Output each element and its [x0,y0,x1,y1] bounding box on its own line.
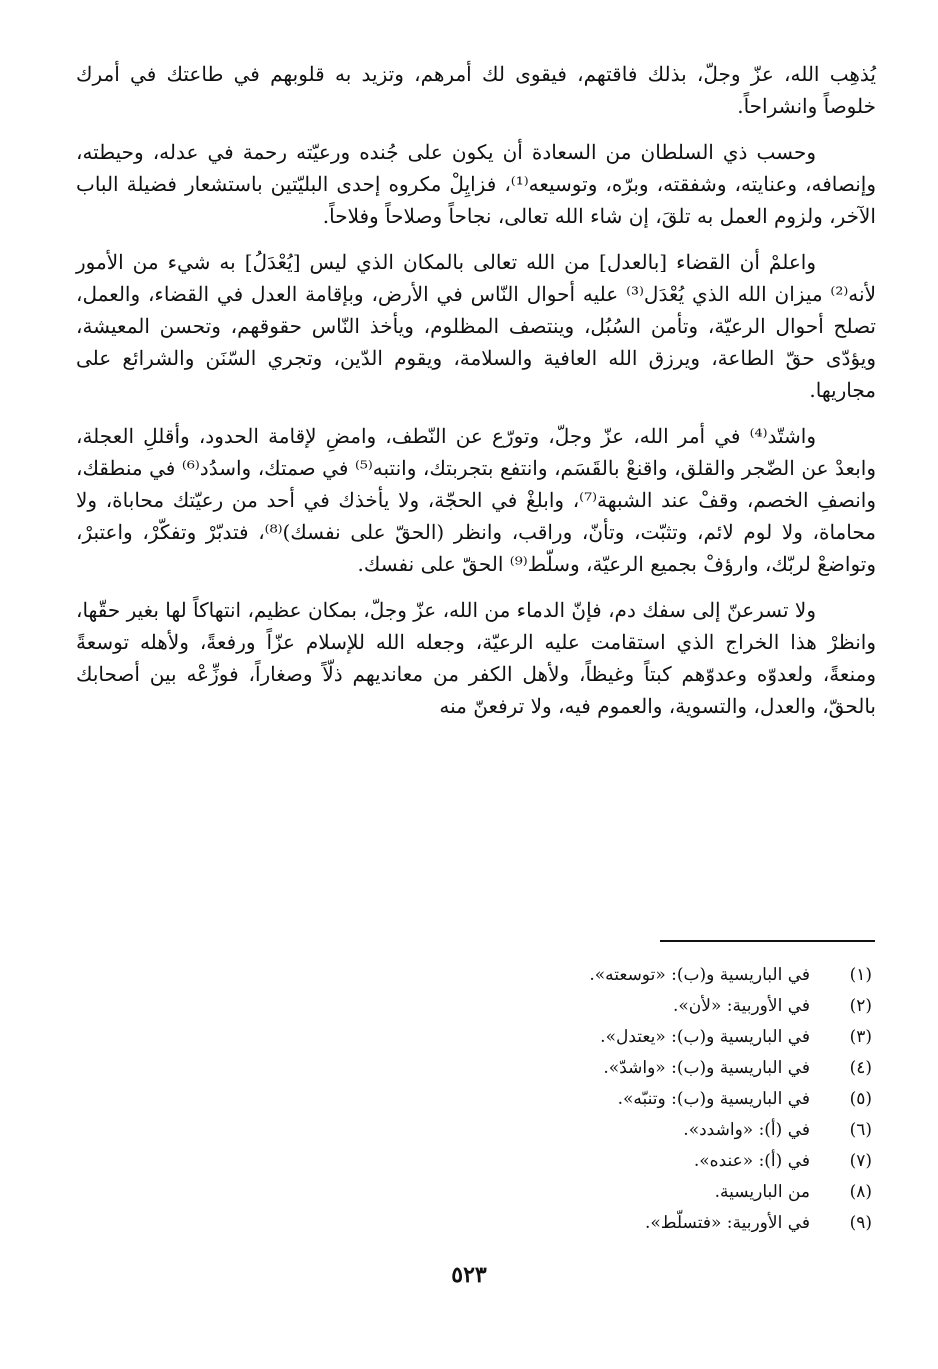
footnote [172,1084,872,1115]
footnote-number: (٢) [849,996,872,1016]
paragraph-3: واعلمْ أن القضاء [بالعدل] من الله تعالى بالمكان الذي ليس [يُعْدَلُ] به شيء من الأمور لأنه⁽²⁾ ميزان الله الذي يُعْدَل⁽³⁾ عليه أحوال النّاس في الأرض، وبإقامة العدل في القضاء، والعمل، تصلح أحوال الرعيّة، وتأمن السُبُل، وينتصف المظلوم، ويأخذ النّاس حقوقهم، وتحسن المعيشة، ويؤدّى حقّ الطاعة، ويرزق الله العافية والسلامة، ويقوم الدّين، وتجري السّنَن والشرائع على مجاريها. [76,250,876,402]
footnote [172,1146,872,1177]
footnote [172,1115,872,1146]
footnote-number: (٣) [849,1027,872,1047]
footnote-text: في الباريسية و(ب): «واشدّ». [603,1058,810,1078]
main-text [76,58,876,736]
paragraph-4: واشتّد⁽⁴⁾ في أمر الله، عزّ وجلّ، وتورّع عن النّطف، وامضِ لإقامة الحدود، وأقللِ العجلة، وابعدْ عن الضّجر والقلق، واقنعْ بالقَسَم، وانتفع بتجربتك، وانتبه⁽⁵⁾ في صمتك، واسدُد⁽⁶⁾ في منطقك، وانصفِ الخصم، وقفْ عند الشبهة⁽⁷⁾، وابلغْ في الحجّة، ولا يأخذك في أحد من رعيّتك محاباة، ولا محاماة، ولا لوم لائم، وتثبّت، وتأنّ، وراقب، وانظر (الحقّ على نفسك)⁽⁸⁾، فتدبّرْ وتفكّرْ، واعتبرْ، وتواضعْ لربّك، وارؤفْ بجميع الرعيّة، وسلّط⁽⁹⁾ الحقّ على نفسك. [76,424,876,576]
footnote-number: (٥) [849,1089,872,1109]
footnote-number: (٦) [849,1120,872,1140]
footnote-text: في الأوربية: «لأن». [672,996,810,1016]
paragraph-5: ولا تسرعنّ إلى سفك دم، فإنّ الدماء من الله، عزّ وجلّ، بمكان عظيم، انتهاكاً لها بغير حقّها، وانظرْ هذا الخراج الذي استقامت عليه الرعيّة، وجعله الله للإسلام عزّاً ورفعةً، ولأهله توسعةً ومنعةً، ولعدوّه وعدوّهم كبتاً وغيظاً، ولأهل الكفر من معانديهم ذلّاً وصغاراً، فوزِّعْه بين أصحابك بالحقّ، والعدل، والتسوية، والعموم فيه، ولا ترفعنّ منه [76,598,876,718]
footnote-number: (٩) [849,1213,872,1233]
paragraph-1: يُذهِب الله، عزّ وجلّ، بذلك فاقتهم، فيقوى لك أمرهم، وتزيد به قلوبهم في طاعتك في أمرك خلوصاً وانشراحاً. [76,62,876,118]
footnote-text: في الباريسية و(ب): «يعتدل». [600,1027,810,1047]
page-number: ٥٢٣ [451,1262,487,1288]
footnote [172,991,872,1022]
footnote-text: في الباريسية و(ب): «توسعته». [589,965,810,985]
footnote-text: في الباريسية و(ب): وتنبّه». [617,1089,810,1109]
footnote [172,1022,872,1053]
footnote-number: (٤) [849,1058,872,1078]
footnote-text: في (أ): «عنده». [693,1151,810,1171]
footnote [172,1208,872,1239]
footnote-number: (١) [849,965,872,985]
footnote-text: في (أ): «واشدد». [683,1120,810,1140]
footnote [172,960,872,991]
paragraph-2: وحسب ذي السلطان من السعادة أن يكون على جُنده ورعيّته رحمة في عدله، وحيطته، وإنصافه، وعنايته، وشفقته، وبرّه، وتوسيعه⁽¹⁾، فزايِلْ مكروه إحدى البليّتين باستشعار فضيلة الباب الآخر، ولزوم العمل به تلقَ، إن شاء الله تعالى، نجاحاً وصلاحاً وفلاحاً. [76,140,876,228]
footnote-text: في الأوربية: «فتسلّط». [644,1213,810,1233]
footnotes [172,960,872,1239]
footnote [172,1053,872,1084]
footnote-text: من الباريسية. [714,1182,810,1202]
footnote [172,1177,872,1208]
footnote-number: (٨) [849,1182,872,1202]
footnote-divider [660,940,875,942]
footnote-number: (٧) [849,1151,872,1171]
